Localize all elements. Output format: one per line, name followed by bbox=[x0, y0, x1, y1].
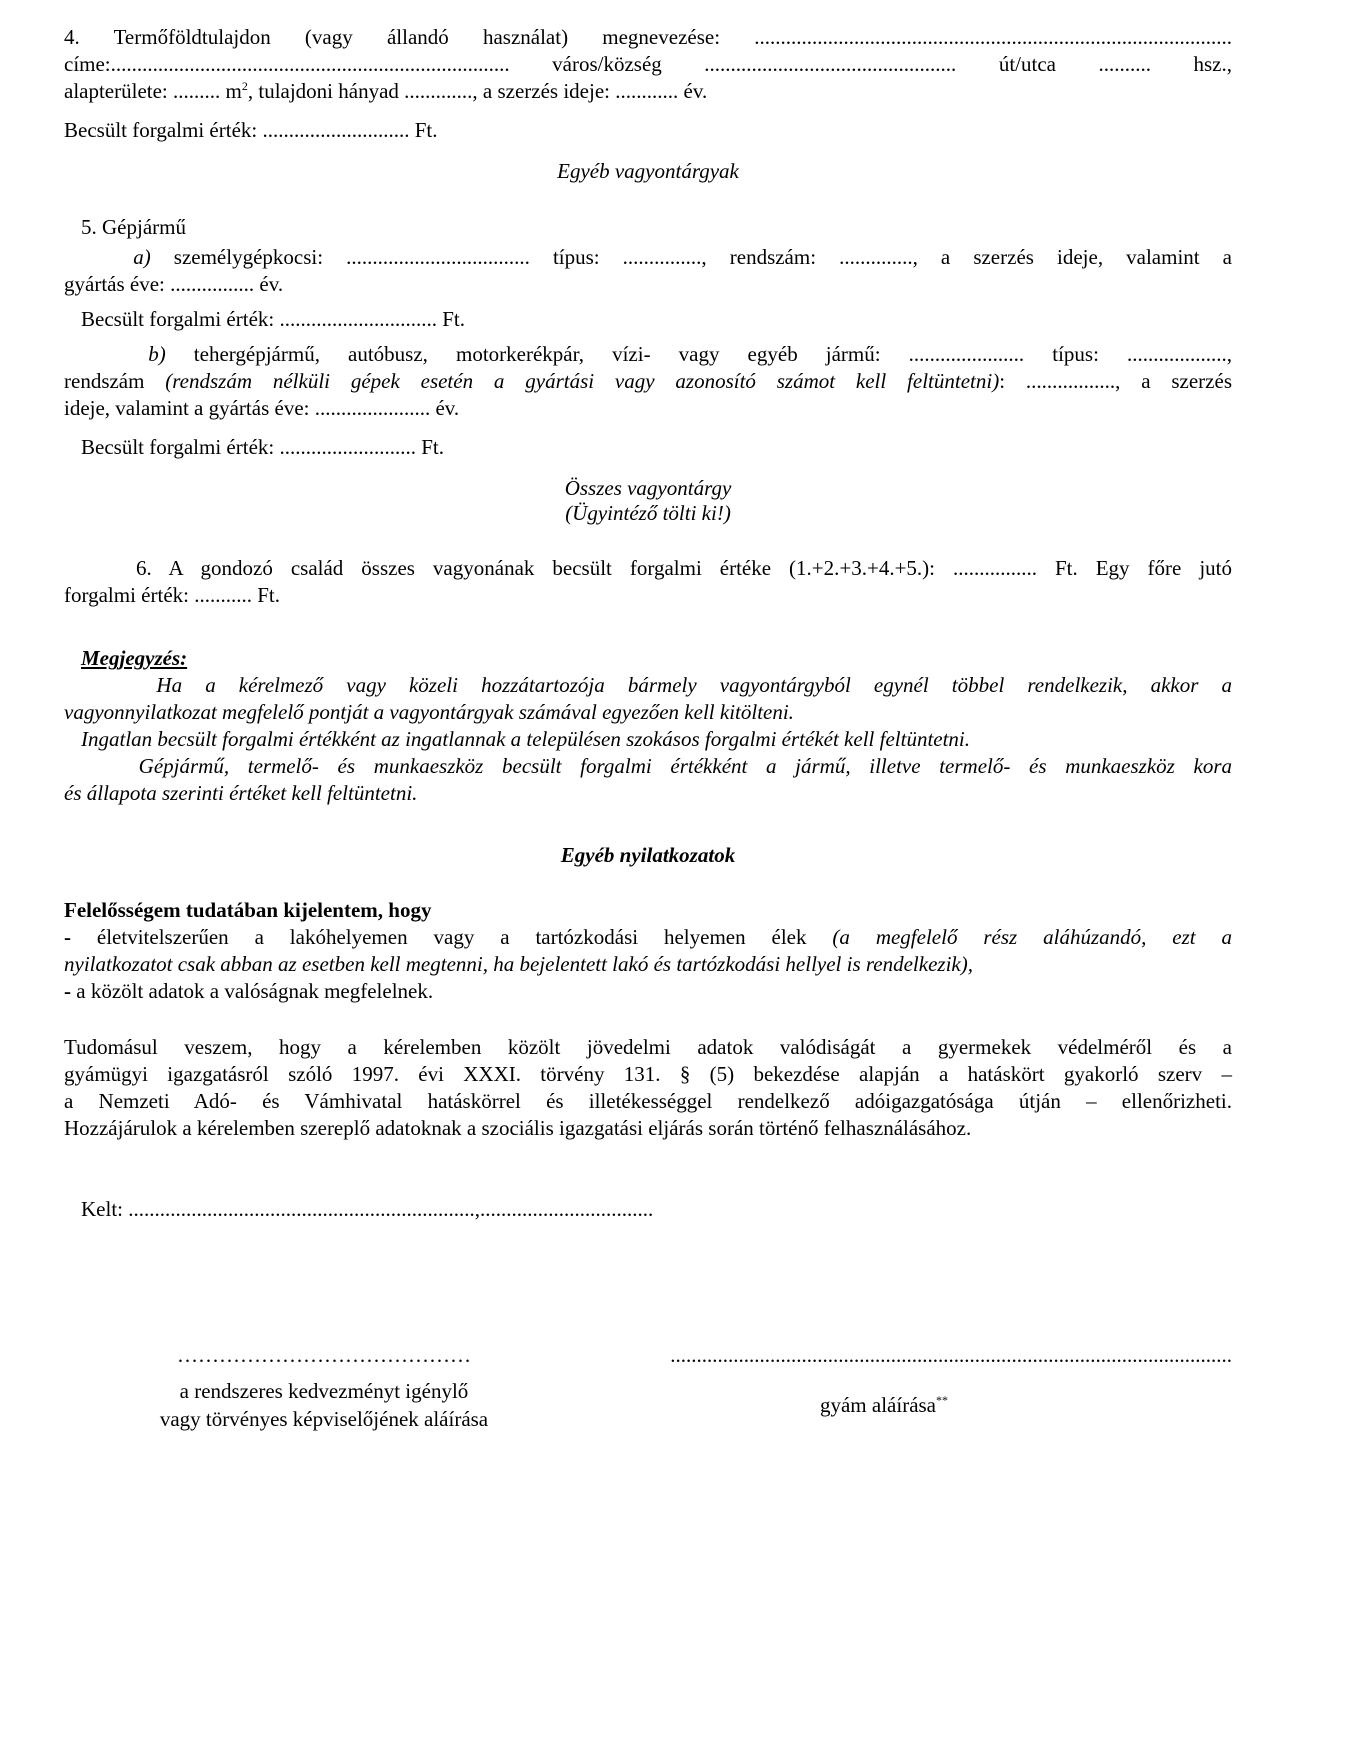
section5-b-line2: rendszám (rendszám nélküli gépek esetén a gyártási vagy azonosító számot kell feltüntetni): ................., a szerzés bbox=[64, 369, 1232, 393]
section4-area-line: alapterülete: ......... $m^2$, tulajdoni hányad ............., a szerzés ideje: ............ év. bbox=[64, 79, 708, 103]
signature-right-label: gyám aláírása** bbox=[819, 1393, 949, 1417]
ack-line3: a Nemzeti Adó- és Vámhivatal hatáskörrel és illetékességgel rendelkező adóigazgatósága útján – ellenőrizheti. bbox=[64, 1089, 1232, 1113]
ack-line2: gyámügyi igazgatásról szóló 1997. évi XXXI. törvény 131. § (5) bekezdése alapján a hatáskört gyakorló szerv – bbox=[64, 1062, 1232, 1086]
section4-value-line: Becsült forgalmi érték: ............................ Ft. bbox=[64, 118, 438, 142]
note-line3: Ingatlan becsült forgalmi értékként az ingatlannak a településen szokásos forgalmi értékét kell feltüntetni. bbox=[81, 727, 971, 751]
section5-title: 5. Gépjármű bbox=[81, 215, 186, 239]
section5-b-line1: b) tehergépjármű, autóbusz, motorkerékpár, vízi- vagy egyéb jármű: ...................... típus: ..................., bbox=[148, 342, 1232, 366]
declaration-item1-line1: - életvitelszerűen a lakóhelyemen vagy a tartózkodási helyemen élek (a megfelelő rész aláhúzandó, ezt a bbox=[64, 925, 1232, 949]
section5-b-line3: ideje, valamint a gyártás éve: ...................... év. bbox=[64, 396, 460, 420]
section6-line2: forgalmi érték: ........... Ft. bbox=[64, 583, 280, 607]
heading-other-assets: Egyéb vagyontárgyak bbox=[557, 159, 739, 183]
section5-a-line1: a) személygépkocsi: ................................... típus: ..............., rendszám: .............., a szerzés ideje, valamint a bbox=[133, 245, 1233, 269]
section5-a-value: Becsült forgalmi érték: .............................. Ft. bbox=[81, 307, 465, 331]
section5-a-line2: gyártás éve: ................ év. bbox=[64, 272, 284, 296]
signature-right-line: ........................................................................................................... bbox=[670, 1343, 1232, 1367]
ack-line1: Tudomásul veszem, hogy a kérelemben közölt jövedelmi adatok valódiságát a gyermekek védelméről és a bbox=[64, 1035, 1232, 1059]
section4-address-line: címe:............................................................................ város/község ................................................ út/utca .......... hsz., bbox=[64, 52, 1232, 76]
note-line5: és állapota szerinti értéket kell feltüntetni. bbox=[64, 781, 418, 805]
section6-line1: 6. A gondozó család összes vagyonának becsült forgalmi értéke (1.+2.+3.+4.+5.): ................ Ft. Egy főre jutó bbox=[135, 556, 1232, 580]
declaration-item2: - a közölt adatok a valóságnak megfelelnek. bbox=[64, 979, 434, 1003]
date-place-line: Kelt: ..................................................................,................................. bbox=[81, 1197, 654, 1221]
ack-line4: Hozzájárulok a kérelemben szereplő adatoknak a szociális igazgatási eljárás során történő felhasználásához. bbox=[64, 1116, 972, 1140]
signature-left-line: …………………………………… bbox=[177, 1343, 471, 1367]
note-title: Megjegyzés: bbox=[81, 646, 188, 670]
section4-name-line: 4. Termőföldtulajdon (vagy állandó használat) megnevezése: ........................................................................................... bbox=[64, 25, 1232, 49]
note-line1: Ha a kérelmező vagy közeli hozzátartozója bármely vagyontárgyból egynél többel rendelkezik, akkor a bbox=[156, 673, 1233, 697]
declaration-item1-line2: nyilatkozatot csak abban az esetben kell megtenni, ha bejelentett lakó és tartózkodási hellyel is rendelkezik), bbox=[64, 952, 973, 976]
note-line2: vagyonnyilatkozat megfelelő pontját a vagyontárgyak számával egyezően kell kitölteni. bbox=[64, 700, 794, 724]
heading-total-assets-note: (Ügyintéző tölti ki!) bbox=[565, 501, 731, 525]
declaration-title: Felelősségem tudatában kijelentem, hogy bbox=[64, 898, 432, 922]
section5-b-value: Becsült forgalmi érték: .......................... Ft. bbox=[81, 435, 444, 459]
note-line4: Gépjármű, termelő- és munkaeszköz becsült forgalmi értékként a jármű, illetve termelő- és munkaeszköz kora bbox=[138, 754, 1232, 778]
heading-statements: Egyéb nyilatkozatok bbox=[560, 843, 736, 867]
signature-left-label-2: vagy törvényes képviselőjének aláírása bbox=[159, 1407, 489, 1431]
heading-total-assets: Összes vagyontárgy bbox=[564, 476, 732, 500]
signature-left-label-1: a rendszeres kedvezményt igénylő bbox=[179, 1379, 469, 1403]
